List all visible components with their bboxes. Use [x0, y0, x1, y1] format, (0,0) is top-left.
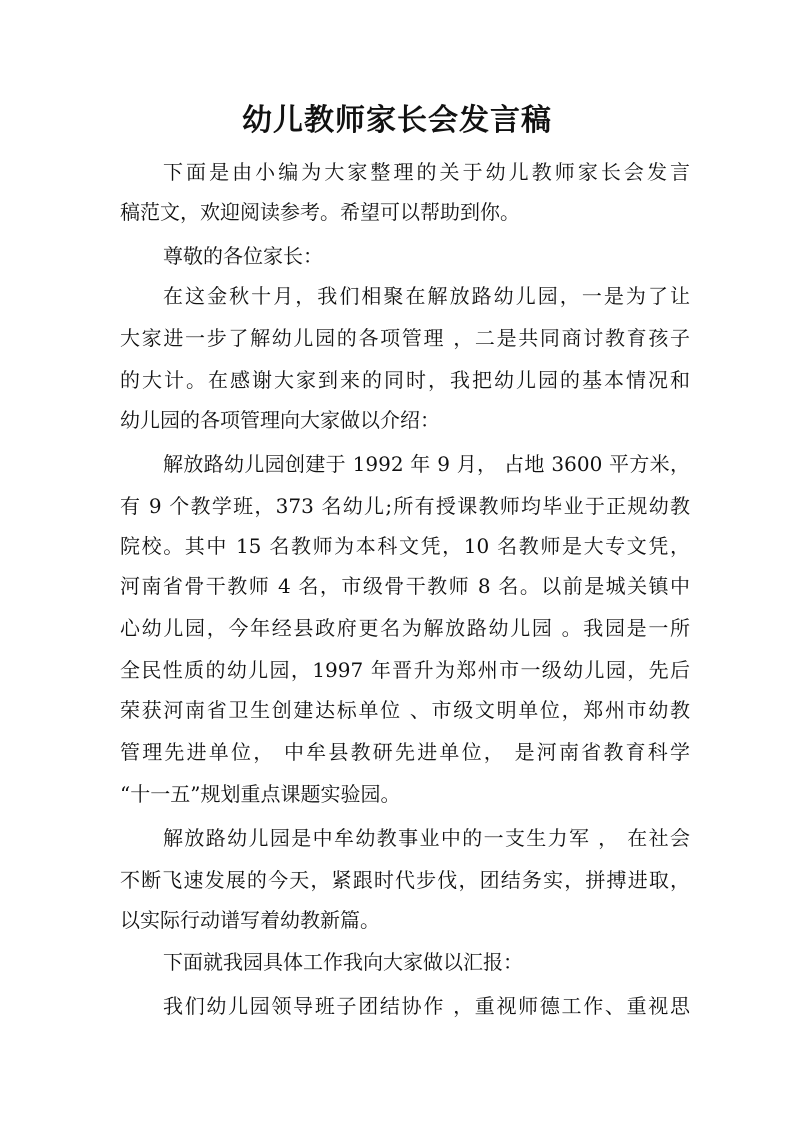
paragraph-line: 下面就我园具体工作我向大家做以汇报：: [163, 950, 523, 974]
salutation-line: 尊敬的各位家长：: [163, 244, 323, 268]
paragraph-line: 荣获河南省卫生创建达标单位 、市级文明单位，郑州市幼教: [120, 698, 690, 722]
paragraph-line: 下面是由小编为大家整理的关于幼儿教师家长会发言: [163, 160, 690, 184]
paragraph-line: 稿范文，欢迎阅读参考。希望可以帮助到你。: [120, 200, 520, 224]
paragraph-line: 幼儿园的各项管理向大家做以介绍：: [120, 408, 440, 432]
paragraph-line: 管理先进单位， 中牟县教研先进单位， 是河南省教育科学: [120, 740, 690, 764]
paragraph-line: 的大计。在感谢大家到来的同时，我把幼儿园的基本情况和: [120, 368, 690, 392]
paragraph-line: 不断飞速发展的今天，紧跟时代步伐，团结务实，拼搏进取，: [120, 868, 690, 892]
paragraph-line: 心幼儿园，今年经县政府更名为解放路幼儿园 。我园是一所: [120, 616, 690, 640]
paragraph-line: 解放路幼儿园是中牟幼教事业中的一支生力军 ， 在社会: [163, 826, 690, 850]
paragraph-line: 河南省骨干教师 4 名，市级骨干教师 8 名。以前是城关镇中: [120, 574, 690, 598]
paragraph-line: “十一五”规划重点课题实验园。: [120, 782, 401, 806]
paragraph-line: 在这金秋十月，我们相聚在解放路幼儿园，一是为了让: [163, 284, 690, 308]
paragraph-line: 大家进一步了解幼儿园的各项管理 ，二是共同商讨教育孩子: [120, 326, 690, 350]
document-title: 幼儿教师家长会发言稿: [242, 103, 552, 138]
paragraph-line: 解放路幼儿园创建于 1992 年 9 月， 占地 3600 平方米，: [163, 452, 690, 476]
paragraph-line: 全民性质的幼儿园，1997 年晋升为郑州市一级幼儿园，先后: [120, 658, 690, 682]
paragraph-line: 有 9 个教学班，373 名幼儿;所有授课教师均毕业于正规幼教: [120, 494, 690, 518]
paragraph-line: 以实际行动谱写着幼教新篇。: [120, 908, 380, 932]
paragraph-line: 院校。其中 15 名教师为本科文凭，10 名教师是大专文凭，: [120, 534, 690, 558]
paragraph-line: 我们幼儿园领导班子团结协作 ，重视师德工作、重视思: [163, 994, 690, 1018]
